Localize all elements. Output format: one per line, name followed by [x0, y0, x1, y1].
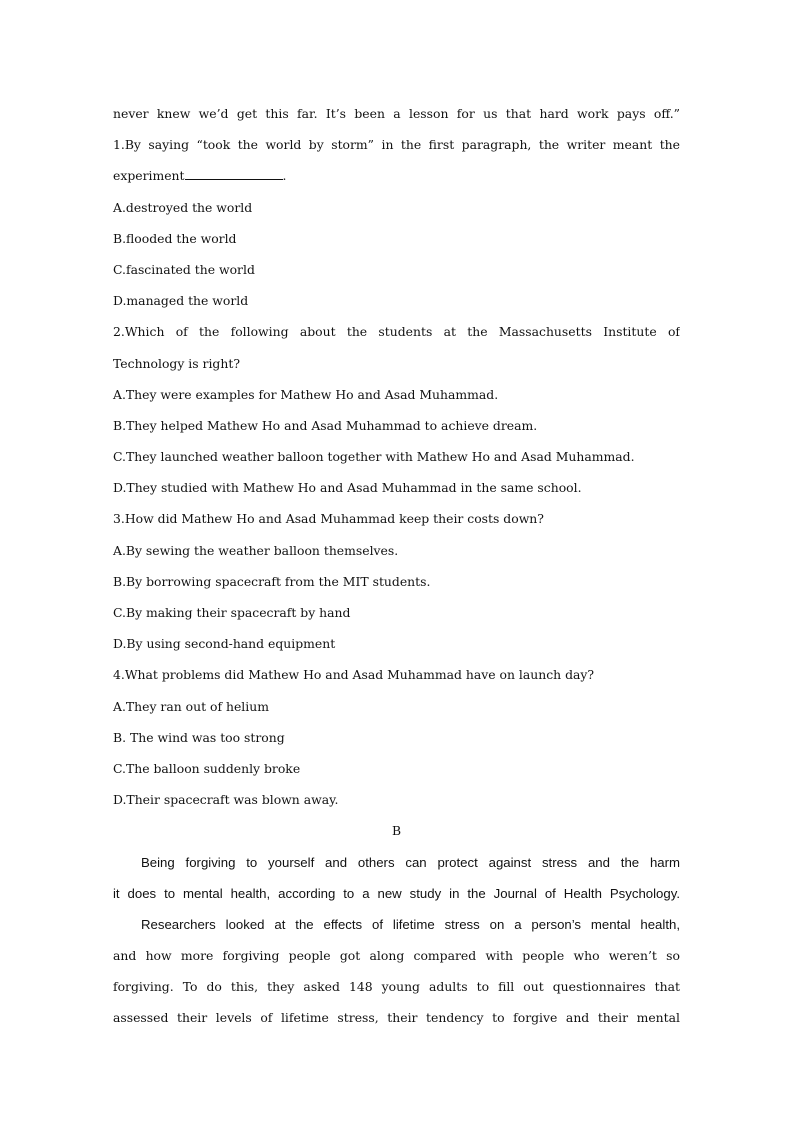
- question-4-option-a: A.They ran out of helium: [113, 698, 269, 714]
- passage-line: assessed their levels of lifetime stress, their tendency to forgive and their mental: [113, 1010, 680, 1026]
- passage-line: Being forgiving to yourself and others can protect against stress and the harm: [141, 854, 680, 870]
- question-2-option-b: B.They helped Mathew Ho and Asad Muhammad to achieve dream.: [113, 417, 538, 433]
- question-4-option-c: C.The balloon suddenly broke: [113, 760, 301, 776]
- question-2-option-d: D.They studied with Mathew Ho and Asad Muhammad in the same school.: [113, 480, 582, 496]
- question-3-option-c: C.By making their spacecraft by hand: [113, 605, 351, 620]
- question-1-stem-continued: [113, 163, 680, 194]
- question-4-option-b: B. The wind was too strong: [113, 729, 285, 745]
- question-1-option-b: B.flooded the world: [113, 230, 237, 246]
- document-page: [113, 101, 680, 1037]
- question-1-stem-suffix: .: [282, 168, 287, 184]
- question-3-stem: 3.How did Mathew Ho and Asad Muhammad keep their costs down?: [113, 511, 544, 527]
- passage-line: forgiving. To do this, they asked 148 young adults to fill out questionnaires that: [113, 979, 680, 995]
- answer-blank: [185, 167, 283, 180]
- question-4-option-d: D.Their spacecraft was blown away.: [113, 792, 339, 808]
- question-1-option-d: D.managed the world: [113, 293, 249, 309]
- question-1-option-a: A.destroyed the world: [113, 199, 253, 215]
- question-4-stem: 4.What problems did Mathew Ho and Asad Muhammad have on launch day?: [113, 667, 595, 683]
- question-2-option-c: C.They launched weather balloon together with Mathew Ho and Asad Muhammad.: [113, 449, 635, 465]
- question-2-option-a: A.They were examples for Mathew Ho and Asad Muhammad.: [113, 386, 499, 402]
- passage-line: and how more forgiving people got along compared with people who weren’t so: [113, 948, 680, 964]
- section-heading: B: [391, 823, 402, 839]
- question-1-stem-prefix: experiment: [113, 168, 185, 184]
- carry-over-line: never knew we’d get this far. It’s been a lesson for us that hard work pays off.”: [113, 106, 680, 121]
- passage-line: Researchers looked at the effects of lifetime stress on a person’s mental health,: [141, 916, 680, 932]
- question-3-option-b: B.By borrowing spacecraft from the MIT students.: [113, 573, 431, 589]
- question-2-stem-continued: Technology is right?: [113, 355, 240, 371]
- question-1-option-c: C.fascinated the world: [113, 261, 255, 277]
- passage-line: it does to mental health, according to a new study in the Journal of Health Psychology.: [113, 885, 680, 901]
- question-1-stem: 1.By saying “took the world by storm” in the first paragraph, the writer meant the: [113, 137, 680, 153]
- question-3-option-a: A.By sewing the weather balloon themselves.: [113, 542, 399, 558]
- question-2-stem: 2.Which of the following about the students at the Massachusetts Institute of: [113, 324, 680, 340]
- question-3-option-d: D.By using second-hand equipment: [113, 636, 336, 652]
